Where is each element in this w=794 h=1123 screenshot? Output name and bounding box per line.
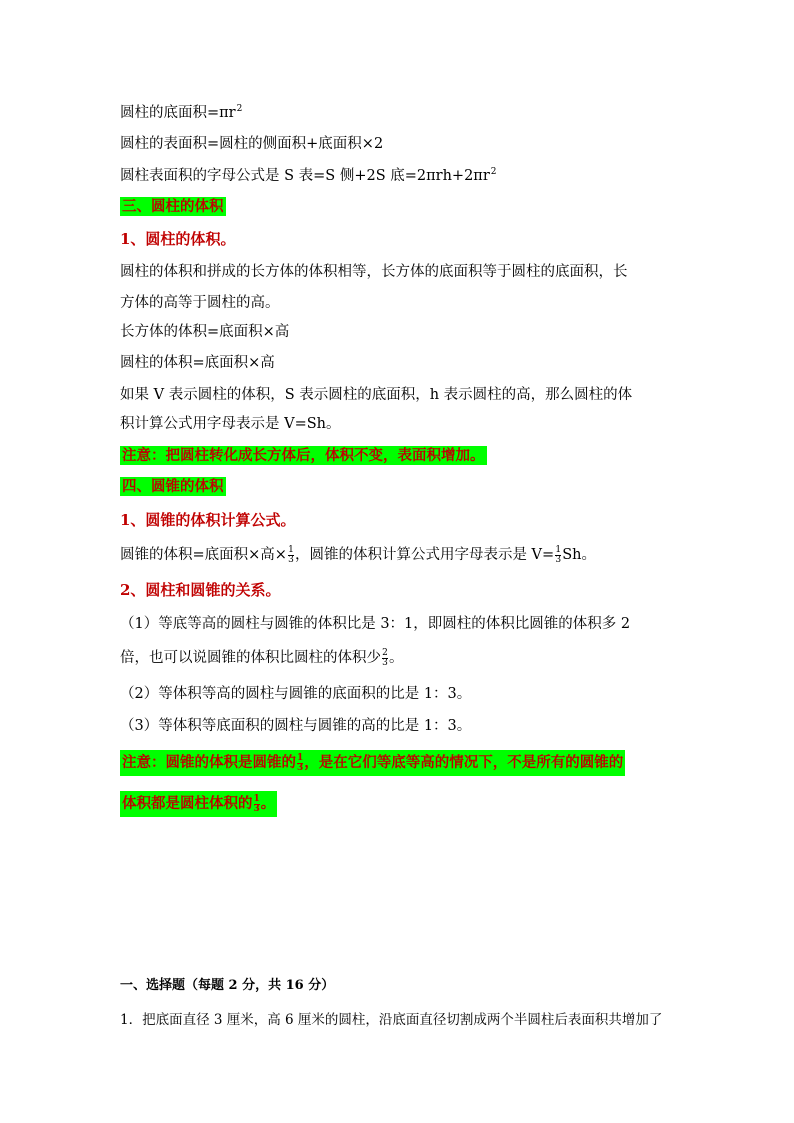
subsection-cylinder-cone-relation: 2、圆柱和圆锥的关系。 [120,581,281,599]
formula-cone-volume: 圆锥的体积=底面积×高× $\frac{1}{3}$ ，圆锥的体积计算公式用字母表示是 V= $\frac{1}{3}$ Sh。 [120,544,596,565]
paragraph-line: 圆柱的体积和拼成的长方体的体积相等，长方体的底面积等于圆柱的底面积，长 [120,264,628,280]
formula-cuboid-volume: 长方体的体积=底面积×高 [120,324,290,340]
note-cone: 注意：圆锥的体积是圆锥的 $\frac{1}{3}$ ，是在它们等底等高的情况下，不是所有的圆锥的 [120,750,625,776]
formula-surface-area: 圆柱的表面积=圆柱的侧面积+底面积×2 [120,136,384,152]
note-cylinder: 注意：把圆柱转化成长方体后，体积不变，表面积增加。 [122,447,485,464]
fraction-one-third: $\frac{1}{3}$ [297,752,304,773]
note-cone: 体积都是圆柱体积的 $\frac{1}{3}$ 。 [120,791,277,817]
fraction-one-third: $\frac{1}{3}$ [555,544,562,565]
subsection-cone-formula: 1、圆锥的体积计算公式。 [120,511,296,529]
formula-surface-letters: 圆柱表面积的字母公式是 S 表=S 侧+2S 底$=2\pi rh+2\pi r^2$ [120,167,497,184]
relation-1-line: 倍，也可以说圆锥的体积比圆柱的体积少 $\frac{2}{3}$ 。 [120,647,404,668]
formula-cylinder-volume: 圆柱的体积=底面积×高 [120,355,275,371]
paragraph-line: 方体的高等于圆柱的高。 [120,295,280,311]
section-3-heading: 三、圆柱的体积 [122,198,224,215]
fraction-one-third: $\frac{1}{3}$ [253,793,260,814]
quiz-heading: 一、选择题（每题 2 分，共 16 分） [120,978,335,993]
relation-3: （3）等体积等底面积的圆柱与圆锥的高的比是 1：3。 [120,718,472,734]
fraction-one-third: $\frac{1}{3}$ [288,544,294,565]
paragraph-line: 如果 V 表示圆柱的体积，S 表示圆柱的底面积，h 表示圆柱的高，那么圆柱的体 [120,387,633,403]
relation-1-line: （1）等底等高的圆柱与圆锥的体积比是 3：1，即圆柱的体积比圆锥的体积多 2 [120,616,631,632]
formula-base-area: 圆柱的底面积$=\pi r^2$ [120,104,243,121]
section-4-heading: 四、圆锥的体积 [122,478,224,495]
quiz-question-1: 1．把底面直径 3 厘米，高 6 厘米的圆柱，沿底面直径切割成两个半圆柱后表面积共增加了 [120,1012,663,1028]
subsection-cylinder-volume: 1、圆柱的体积。 [120,230,236,248]
relation-2: （2）等体积等高的圆柱与圆锥的底面积的比是 1：3。 [120,686,472,702]
paragraph-line: 积计算公式用字母表示是 V=Sh。 [120,416,341,432]
fraction-two-thirds: $\frac{2}{3}$ [382,647,388,668]
